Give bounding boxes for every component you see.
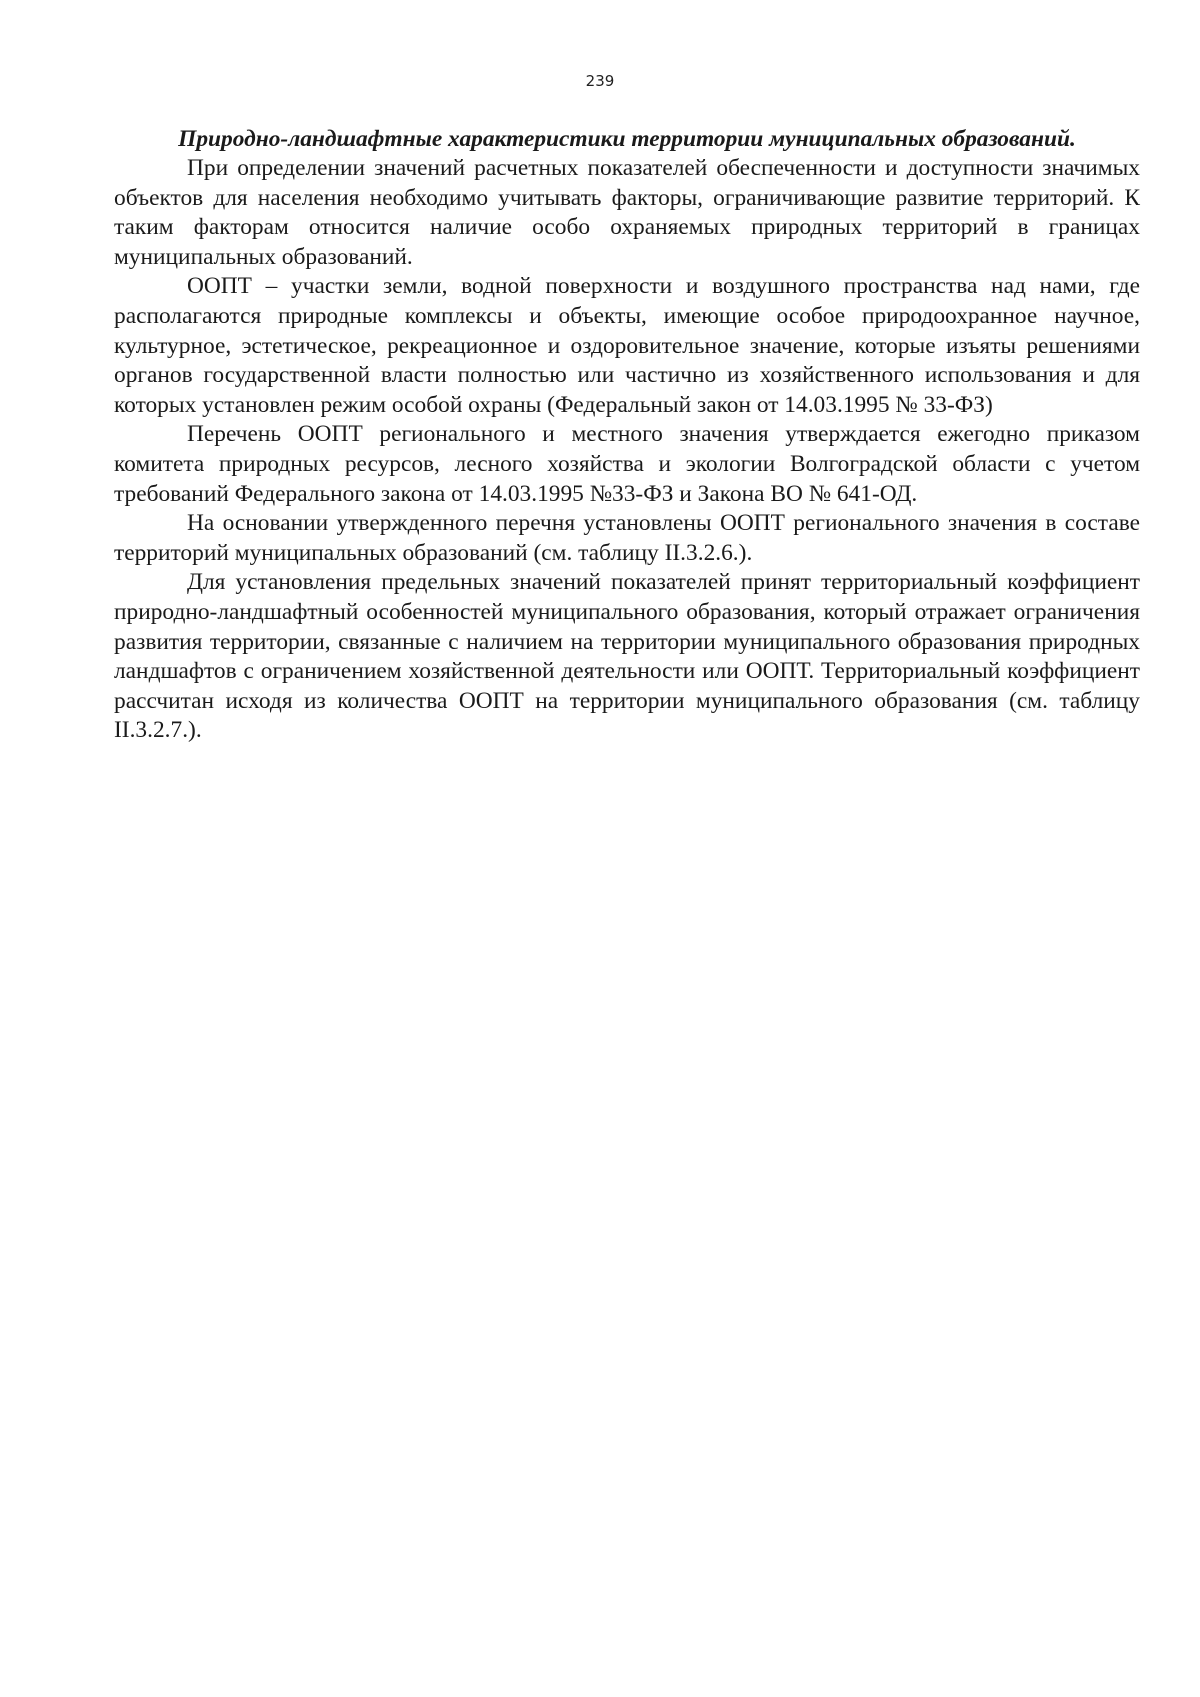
document-body bbox=[114, 124, 1140, 746]
paragraph-territorial-coefficient: Для установления предельных значений показателей принят территориальный коэффициент природно-ландшафтный особенностей муниципального образования, который отражает ограничения развития территории, связанные с наличием на территории муниципального образования природных ландшафтов с ограничением хозяйственной деятельности или ООПТ. Территориальный коэффициент рассчитан исходя из количества ООПТ на территории муниципального образования (см. таблицу II.3.2.7.). bbox=[114, 569, 1140, 744]
paragraph-oopt-definition: ООПТ – участки земли, водной поверхности и воздушного пространства над нами, где располагаются природные комплексы и объекты, имеющие особое природоохранное научное, культурное, эстетическое, рекреационное и оздоровительное значение, которые изъяты решениями органов государственной власти полностью или частично из хозяйственного использования и для которых установлен режим особой охраны (Федеральный закон от 14.03.1995 № 33-ФЗ) bbox=[114, 273, 1140, 418]
section-heading: Природно-ландшафтные характеристики территории муниципальных образований. bbox=[178, 126, 1076, 152]
paragraph-regional-oopt: На основании утвержденного перечня установлены ООПТ регионального значения в составе территорий муниципальных образований (см. таблицу II.3.2.6.). bbox=[114, 510, 1140, 566]
paragraph-significant-objects: При определении значений расчетных показателей обеспеченности и доступности значимых объектов для населения необходимо учитывать факторы, ограничивающие развитие территорий. К таким факторам относится наличие особо охраняемых природных территорий в границах муниципальных образований. bbox=[114, 155, 1140, 270]
page-number: 239 bbox=[585, 72, 615, 90]
paragraph-oopt-list: Перечень ООПТ регионального и местного значения утверждается ежегодно приказом комитета природных ресурсов, лесного хозяйства и экологии Волгоградской области с учетом требований Федерального закона от 14.03.1995 №33-ФЗ и Закона ВО № 641-ОД. bbox=[114, 421, 1140, 507]
